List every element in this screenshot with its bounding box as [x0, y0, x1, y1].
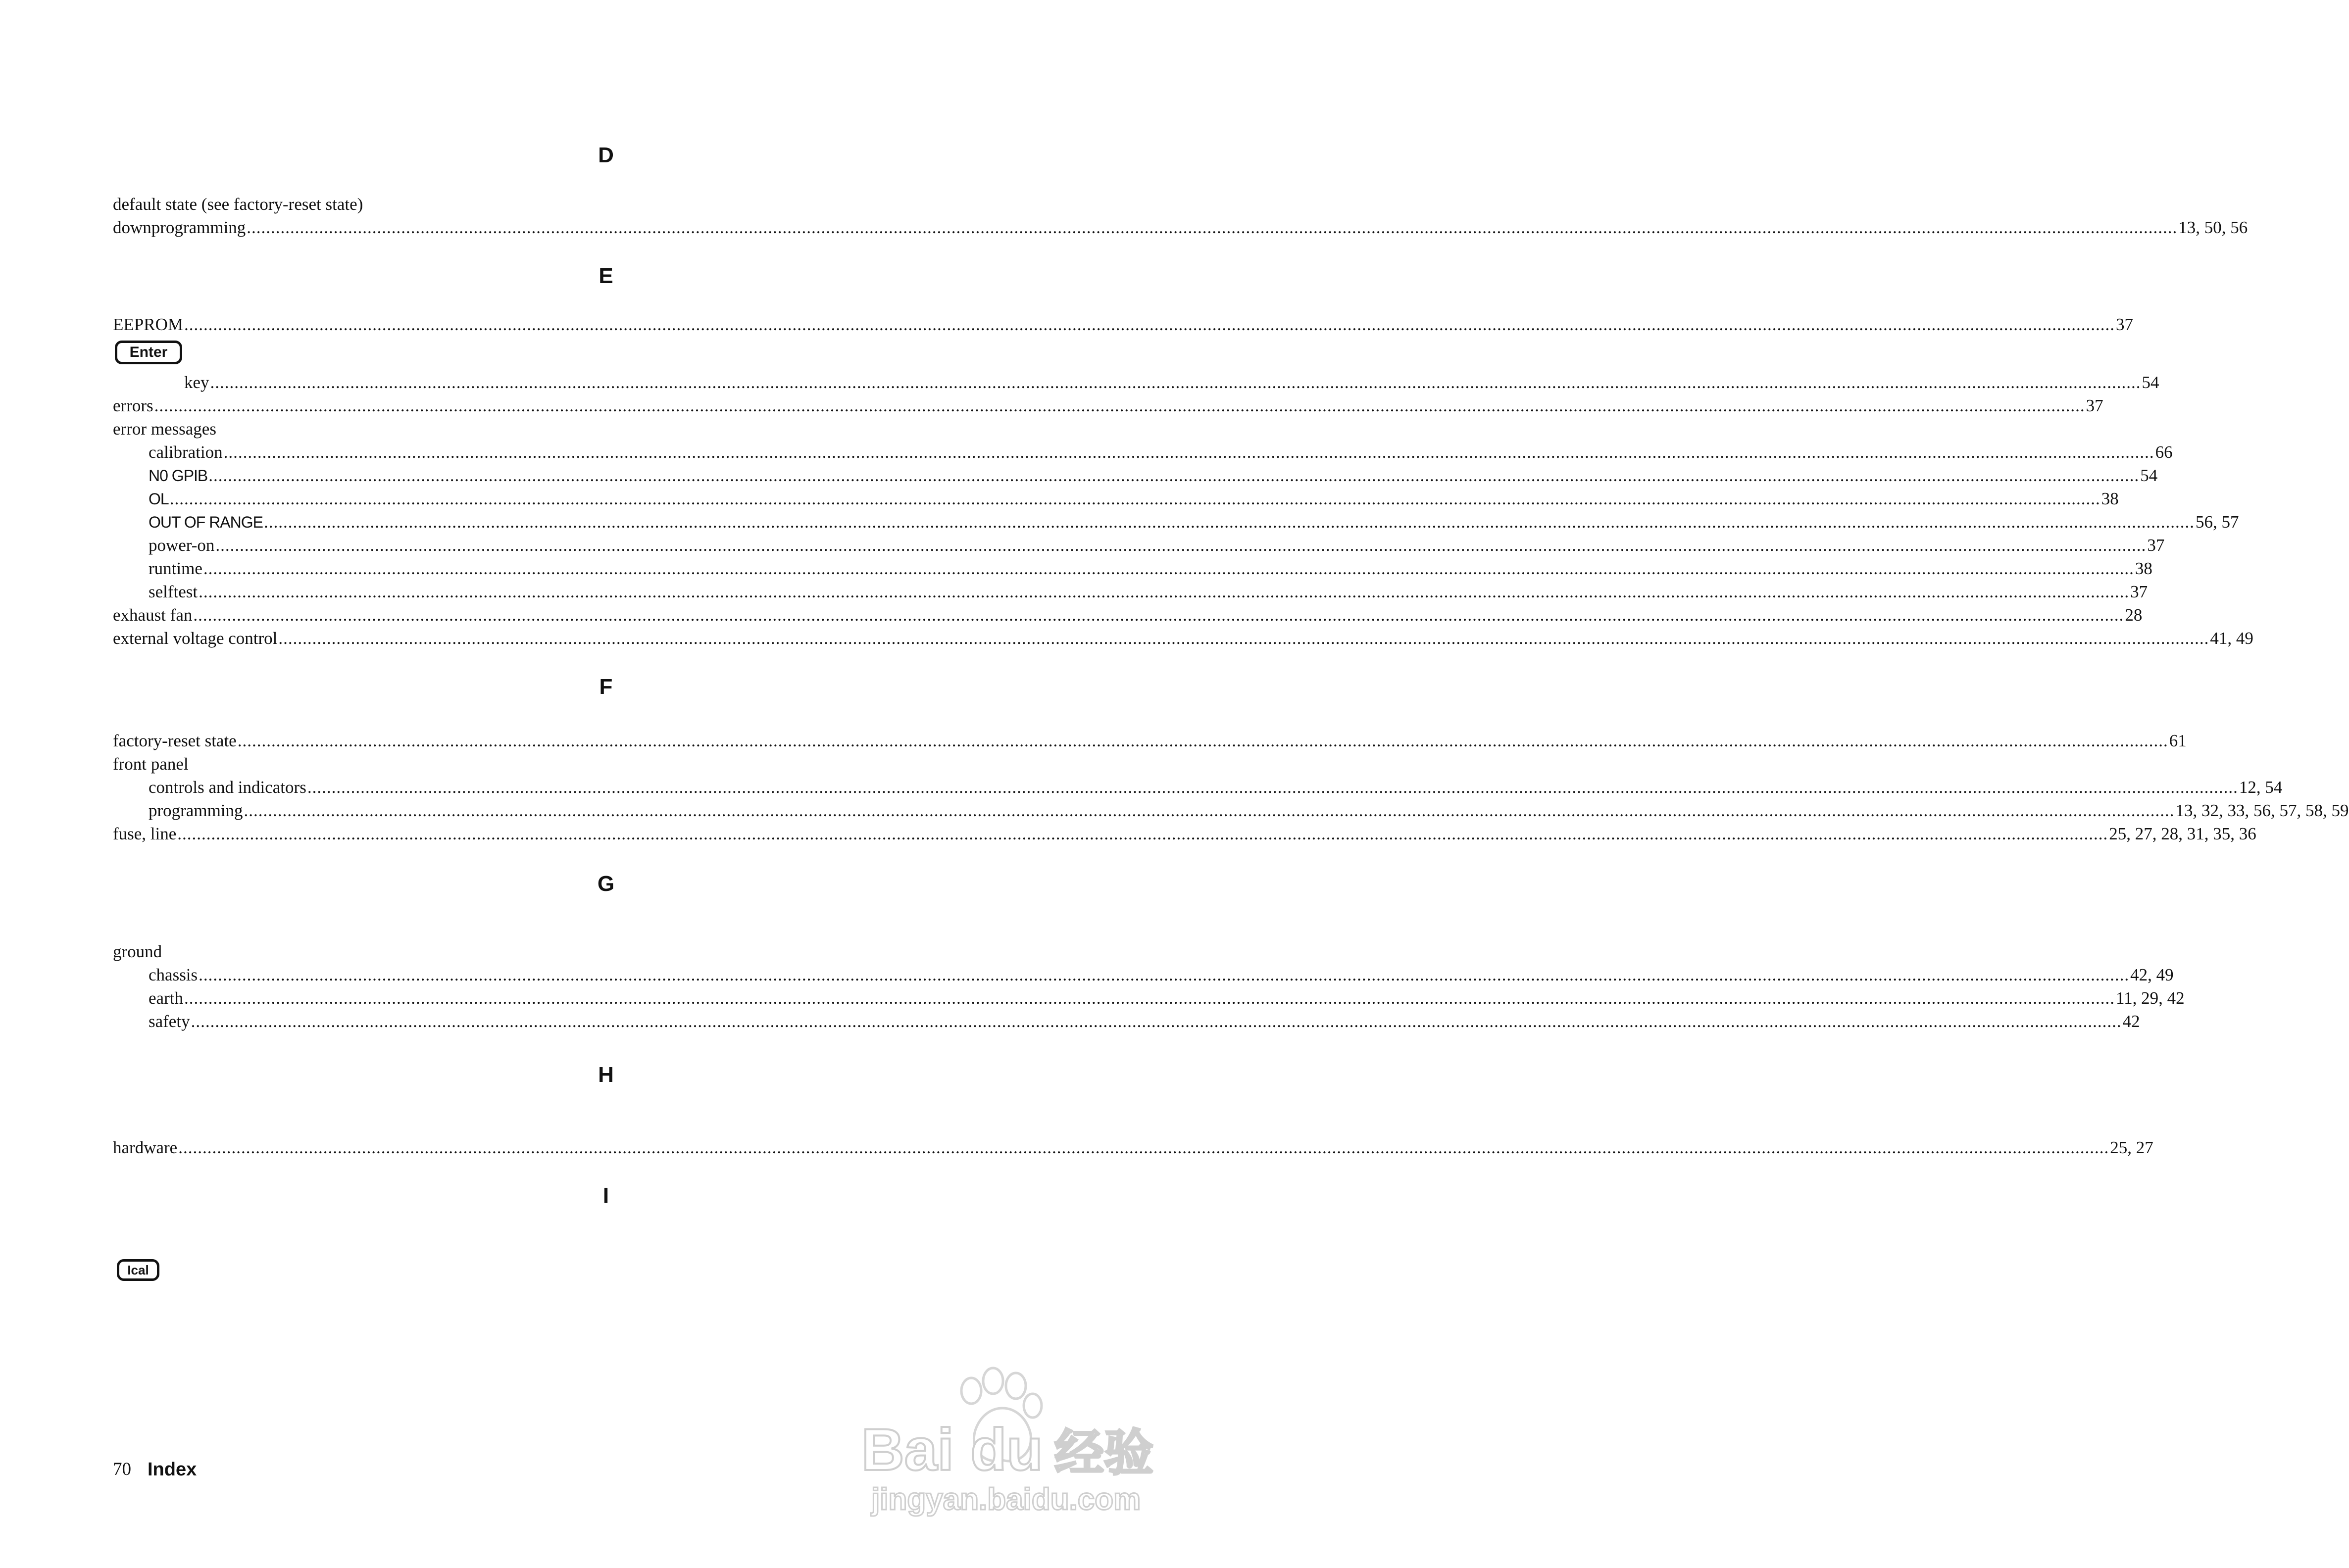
index-subentry: runtime ................................................................................................................................................................................................................................................................................................................................................................................................................ 38 — [149, 559, 2152, 578]
index-entry: ground — [113, 942, 162, 961]
index-subentry: N0 GPIB ................................................................................................................................................................................................................................................................................................................................................................................................................ 54 — [149, 466, 2158, 485]
section-letter-i: I — [602, 1183, 609, 1208]
index-entry: hardware ................................................................................................................................................................................................................................................................................................................................................................................................................ 25, 27 — [113, 1138, 2153, 1157]
watermark-brand: Bai du — [861, 1417, 1043, 1483]
index-subentry: power-on ................................................................................................................................................................................................................................................................................................................................................................................................................ 37 — [149, 536, 2165, 555]
index-entry: EEPROM ................................................................................................................................................................................................................................................................................................................................................................................................................ 37 — [113, 315, 2133, 334]
ical-key-icon: Ical — [117, 1259, 159, 1281]
index-entry: error messages — [113, 419, 216, 439]
baidu-watermark-logo — [842, 1366, 1188, 1515]
index-subentry: safety ................................................................................................................................................................................................................................................................................................................................................................................................................ 42 — [149, 1012, 2140, 1031]
index-entry: exhaust fan ................................................................................................................................................................................................................................................................................................................................................................................................................ 28 — [113, 605, 2143, 625]
page-number: 70 — [113, 1459, 131, 1479]
index-entry: factory-reset state ................................................................................................................................................................................................................................................................................................................................................................................................................ 61 — [113, 731, 2187, 750]
index-subentry: calibration ................................................................................................................................................................................................................................................................................................................................................................................................................ 66 — [149, 442, 2173, 462]
index-subentry: programming ................................................................................................................................................................................................................................................................................................................................................................................................................ 13, 32, 33, 56, 57, 58, 59 — [149, 801, 2349, 820]
index-subentry: selftest ................................................................................................................................................................................................................................................................................................................................................................................................................ 37 — [149, 582, 2148, 601]
section-letter-f: F — [599, 675, 613, 699]
index-entry: default state (see factory-reset state) — [113, 195, 363, 214]
index-subentry: earth ................................................................................................................................................................................................................................................................................................................................................................................................................ 11, 29, 42 — [149, 988, 2185, 1008]
section-letter-h: H — [598, 1063, 614, 1087]
watermark-url: jingyan.baidu.com — [871, 1482, 1141, 1517]
index-entry: fuse, line ................................................................................................................................................................................................................................................................................................................................................................................................................ 25, 27, 28, 31, 35, 36 — [113, 824, 2256, 843]
watermark-brand-suffix: 经验 — [1054, 1424, 1153, 1482]
index-subentry: controls and indicators ................................................................................................................................................................................................................................................................................................................................................................................................................ 12, 54 — [149, 778, 2283, 797]
section-letter-d: D — [598, 143, 614, 167]
index-entry: external voltage control ................................................................................................................................................................................................................................................................................................................................................................................................................ 41, 49 — [113, 629, 2253, 648]
index-entry: downprogramming ................................................................................................................................................................................................................................................................................................................................................................................................................ 13, 50, 56 — [113, 218, 2248, 237]
index-entry: key ................................................................................................................................................................................................................................................................................................................................................................................................................ 54 — [184, 373, 2159, 392]
index-entry: errors ................................................................................................................................................................................................................................................................................................................................................................................................................ 37 — [113, 396, 2103, 415]
enter-key-icon: Enter — [115, 341, 182, 364]
index-subentry: chassis ................................................................................................................................................................................................................................................................................................................................................................................................................ 42, 49 — [149, 965, 2174, 984]
index-entry: front panel — [113, 754, 189, 774]
index-subentry: OL ................................................................................................................................................................................................................................................................................................................................................................................................................ 38 — [149, 489, 2119, 508]
section-letter-e: E — [599, 264, 613, 288]
section-letter-g: G — [597, 872, 615, 896]
index-subentry: OUT OF RANGE ................................................................................................................................................................................................................................................................................................................................................................................................................ 56, 57 — [149, 512, 2239, 532]
footer-title: Index — [148, 1459, 197, 1480]
